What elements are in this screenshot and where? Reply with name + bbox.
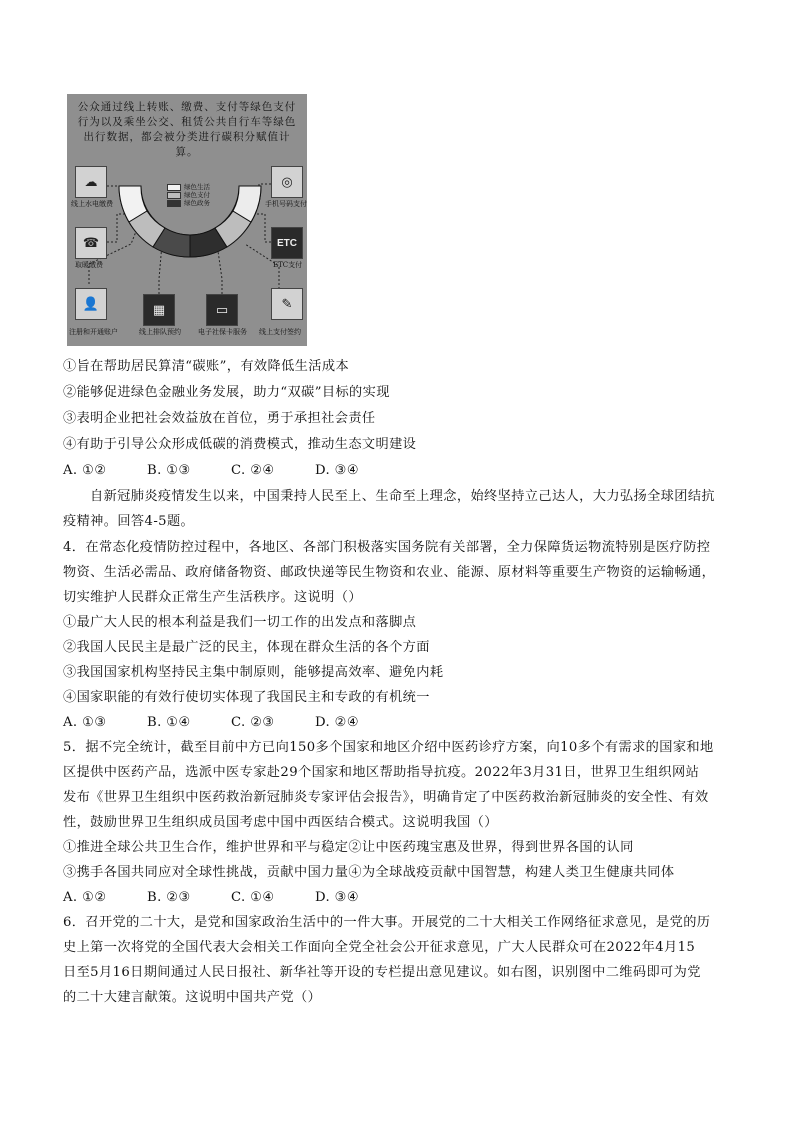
icon-label: ETC支付 xyxy=(273,261,303,269)
q3-options xyxy=(63,462,399,480)
q5-statements-3-4: ③携手各国共同应对全球性挑战，贡献中国力量④为全球战疫贡献中国智慧，构建人类卫生健康共同体 xyxy=(63,865,675,880)
q3-statement-1: ①旨在帮助居民算清“碳账”，有效降低生活成本 xyxy=(63,359,350,374)
payment-sign-icon: ✎ xyxy=(271,288,303,320)
q3-statement-3: ③表明企业把社会效益放在首位，勇于承担社会责任 xyxy=(63,411,376,426)
q6-stem-line-1: 6．召开党的二十大，是党和国家政治生活中的一件大事。开展党的二十大相关工作网络征求意见，是党的历 xyxy=(63,915,711,930)
intro-line-1: 自新冠肺炎疫情发生以来，中国秉持人民至上、生命至上理念，始终坚持立己达人，大力弘扬全球团结抗 xyxy=(90,489,716,504)
icon-label: 线上水电缴费 xyxy=(71,200,113,208)
figure-caption: 公众通过线上转账、缴费、支付等绿色支付行为以及乘坐公交、租赁公共自行车等绿色出行数据，都会被分类进行碳积分赋值计算。 xyxy=(77,101,297,158)
icon-label: 线上排队预约 xyxy=(139,328,181,336)
q5-options xyxy=(63,889,399,907)
q5-stem-line-1: 5．据不完全统计，截至目前中方已向150多个国家和地区介绍中医药诊疗方案，向10多个有需求的国家和地 xyxy=(63,740,714,755)
heating-icon: ☎ xyxy=(75,227,107,259)
option-c[interactable]: C. ②④ xyxy=(231,463,275,478)
icon-label: 取暖缴费 xyxy=(75,261,103,269)
option-d[interactable]: D. ②④ xyxy=(315,715,360,730)
legend-label: 绿色支付 xyxy=(184,191,210,199)
phone-pay-icon: ◎ xyxy=(271,166,303,198)
q4-statement-4: ④国家职能的有效行使切实体现了我国民主和专政的有机统一 xyxy=(63,690,430,705)
legend-item xyxy=(167,191,210,199)
option-b[interactable]: B. ①③ xyxy=(147,463,191,478)
q3-statement-4: ④有助于引导公众形成低碳的消费模式，推动生态文明建设 xyxy=(63,437,417,452)
icon-label: 线上支付签约 xyxy=(259,328,301,336)
option-c[interactable]: C. ②③ xyxy=(231,715,275,730)
option-b[interactable]: B. ②③ xyxy=(147,890,191,905)
water-bill-icon: ☁ xyxy=(75,166,107,198)
q4-stem-line-2: 物资、生活必需品、政府储备物资、邮政快递等民生物资和农业、能源、原材料等重要生产物资的运输畅通， xyxy=(63,565,716,580)
icon-label: 手机号码支付 xyxy=(265,200,307,208)
legend-item xyxy=(167,183,210,191)
option-d[interactable]: D. ③④ xyxy=(315,463,360,478)
q4-statement-2: ②我国人民民主是最广泛的民主，体现在群众生活的各个方面 xyxy=(63,640,430,655)
carbon-credit-figure xyxy=(67,94,307,346)
option-d[interactable]: D. ③④ xyxy=(315,890,360,905)
icon-label: 电子社保卡服务 xyxy=(198,328,247,336)
option-b[interactable]: B. ①④ xyxy=(147,715,191,730)
q5-stem-line-3: 发布《世界卫生组织中医药救治新冠肺炎专家评估会报告》，明确肯定了中医药救治新冠肺炎的安全性、有效 xyxy=(63,790,709,805)
icon-label: 注册和开通账户 xyxy=(69,328,118,336)
q3-statement-2: ②能够促进绿色金融业务发展，助力“双碳”目标的实现 xyxy=(63,385,390,400)
option-a[interactable]: A. ①② xyxy=(63,463,107,478)
legend-label: 绿色政务 xyxy=(184,199,210,207)
account-icon: 👤 xyxy=(75,288,107,320)
etc-icon: ETC xyxy=(271,227,303,259)
option-a[interactable]: A. ①③ xyxy=(63,715,107,730)
legend-item xyxy=(167,199,210,207)
q6-stem-line-4: 的二十大建言献策。这说明中国共产党（） xyxy=(63,990,322,1005)
q5-stem-line-4: 性，鼓励世界卫生组织成员国考虑中国中西医结合模式。这说明我国（） xyxy=(63,815,498,830)
social-card-icon: ▭ xyxy=(206,294,238,326)
q4-options xyxy=(63,714,399,732)
q4-statement-3: ③我国国家机构坚持民主集中制原则，能够提高效率、避免内耗 xyxy=(63,665,444,680)
q6-stem-line-3: 日至5月16日期间通过人民日报社、新华社等开设的专栏提出意见建议。如右图，识别图中二维码即可为党 xyxy=(63,965,701,980)
q4-stem-line-3: 切实维护人民群众正常生产生活秩序。这说明（） xyxy=(63,590,362,605)
queue-icon: ▦ xyxy=(143,294,175,326)
option-a[interactable]: A. ①② xyxy=(63,890,107,905)
legend-label: 绿色生活 xyxy=(184,183,210,191)
q5-stem-line-2: 区提供中医药产品，选派中医专家赴29个国家和地区帮助指导抗疫。2022年3月31日，世界卫生组织网站 xyxy=(63,765,700,780)
figure-legend xyxy=(167,183,210,207)
q5-statements-1-2: ①推进全球公共卫生合作，维护世界和平与稳定②让中医药瑰宝惠及世界，得到世界各国的认同 xyxy=(63,840,634,855)
option-c[interactable]: C. ①④ xyxy=(231,890,275,905)
intro-line-2: 疫精神。回答4-5题。 xyxy=(63,514,195,529)
q4-statement-1: ①最广大人民的根本利益是我们一切工作的出发点和落脚点 xyxy=(63,615,417,630)
q4-stem-line-1: 4．在常态化疫情防控过程中，各地区、各部门积极落实国务院有关部署，全力保障货运物流特别是医疗防控 xyxy=(63,540,711,555)
q6-stem-line-2: 史上第一次将党的全国代表大会相关工作面向全党全社会公开征求意见，广大人民群众可在2022年4月15 xyxy=(63,940,696,955)
